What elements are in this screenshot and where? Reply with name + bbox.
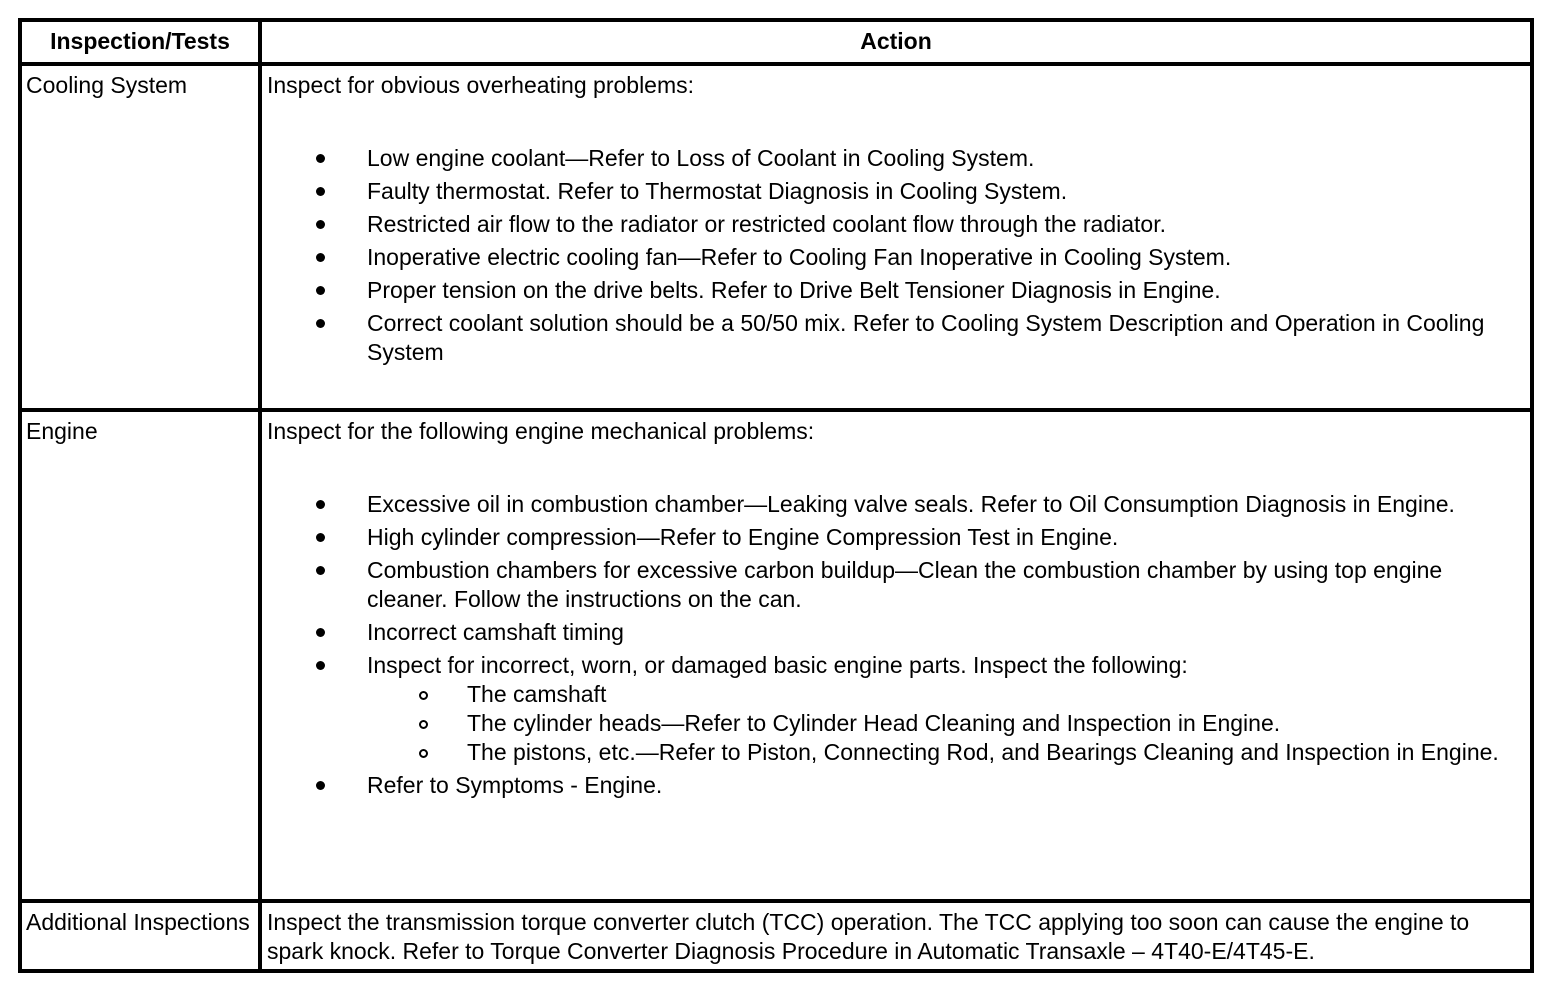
list-item [267, 144, 1520, 173]
list-item-text: Restricted air flow to the radiator or restricted coolant flow through the radiator. [367, 211, 1167, 237]
list-item-text: Faulty thermostat. Refer to Thermostat Diagnosis in Cooling System. [367, 178, 1068, 204]
engine-action [262, 412, 1530, 899]
additional-inspections-action: Inspect the transmission torque converter clutch (TCC) operation. The TCC applying too soon can cause the engine to spark knock. Refer to Torque Converter Diagnosis Procedure in Automatic Transaxle – 4T40-E/4T45-E. [267, 909, 1470, 964]
list-item-text: Proper tension on the drive belts. Refer to Drive Belt Tensioner Diagnosis in Engine. [367, 277, 1221, 303]
engine-parts-sub-list [367, 680, 1520, 767]
list-item [267, 523, 1520, 552]
list-item [267, 210, 1520, 239]
list-item [267, 177, 1520, 206]
bullet-icon [316, 661, 325, 670]
sub-list-item [367, 709, 1520, 738]
list-item [267, 556, 1520, 614]
sub-list-item [367, 680, 1520, 709]
sub-list-item-text: The cylinder heads—Refer to Cylinder Head Cleaning and Inspection in Engine. [467, 710, 1281, 736]
engine-intro: Inspect for the following engine mechanical problems: [267, 418, 815, 444]
header-inspection-tests: Inspection/Tests [50, 28, 230, 54]
list-item [267, 651, 1520, 767]
bullet-icon [316, 628, 325, 637]
list-item [267, 276, 1520, 305]
list-item [267, 309, 1520, 367]
list-item-text: Incorrect camshaft timing [367, 619, 624, 645]
sub-list-item-text: The pistons, etc.—Refer to Piston, Connecting Rod, and Bearings Cleaning and Inspection in Engine. [467, 739, 1499, 765]
circle-bullet-icon [419, 720, 428, 729]
list-item-text: Excessive oil in combustion chamber—Leaking valve seals. Refer to Oil Consumption Diagnosis in Engine. [367, 491, 1455, 517]
bullet-icon [316, 533, 325, 542]
list-item-text: Low engine coolant—Refer to Loss of Coolant in Cooling System. [367, 145, 1035, 171]
circle-bullet-icon [419, 691, 428, 700]
cooling-system-action [262, 66, 1530, 408]
list-item-text: High cylinder compression—Refer to Engine Compression Test in Engine. [367, 524, 1119, 550]
list-item [267, 771, 1520, 800]
bullet-icon [316, 319, 325, 328]
row-label-cooling-system: Cooling System [26, 72, 188, 98]
list-item [267, 243, 1520, 272]
sub-list-item-text: The camshaft [467, 681, 607, 707]
circle-bullet-icon [419, 749, 428, 758]
bullet-icon [316, 220, 325, 229]
list-item-text: Refer to Symptoms - Engine. [367, 772, 663, 798]
bullet-icon [316, 781, 325, 790]
list-item [267, 490, 1520, 519]
cooling-system-bullet-list [267, 144, 1520, 367]
sub-list-item [367, 738, 1520, 767]
list-item-text: Inoperative electric cooling fan—Refer to Cooling Fan Inoperative in Cooling System. [367, 244, 1232, 270]
cooling-system-intro: Inspect for obvious overheating problems: [267, 72, 695, 98]
diagnosis-table [18, 18, 1534, 973]
row-label-additional-inspections: Additional Inspections [26, 909, 250, 935]
row-label-engine: Engine [26, 418, 98, 444]
list-item-text: Combustion chambers for excessive carbon buildup—Clean the combustion chamber by using top engine cleaner. Follow the instructions on the can. [367, 557, 1443, 612]
bullet-icon [316, 187, 325, 196]
header-action: Action [860, 28, 932, 54]
bullet-icon [316, 253, 325, 262]
engine-bullet-list [267, 490, 1520, 800]
bullet-icon [316, 154, 325, 163]
list-item [267, 618, 1520, 647]
bullet-icon [316, 286, 325, 295]
list-item-text: Inspect for incorrect, worn, or damaged basic engine parts. Inspect the following: [367, 652, 1188, 678]
list-item-text: Correct coolant solution should be a 50/50 mix. Refer to Cooling System Description and Operation in Cooling System [367, 310, 1485, 365]
bullet-icon [316, 500, 325, 509]
bullet-icon [316, 566, 325, 575]
